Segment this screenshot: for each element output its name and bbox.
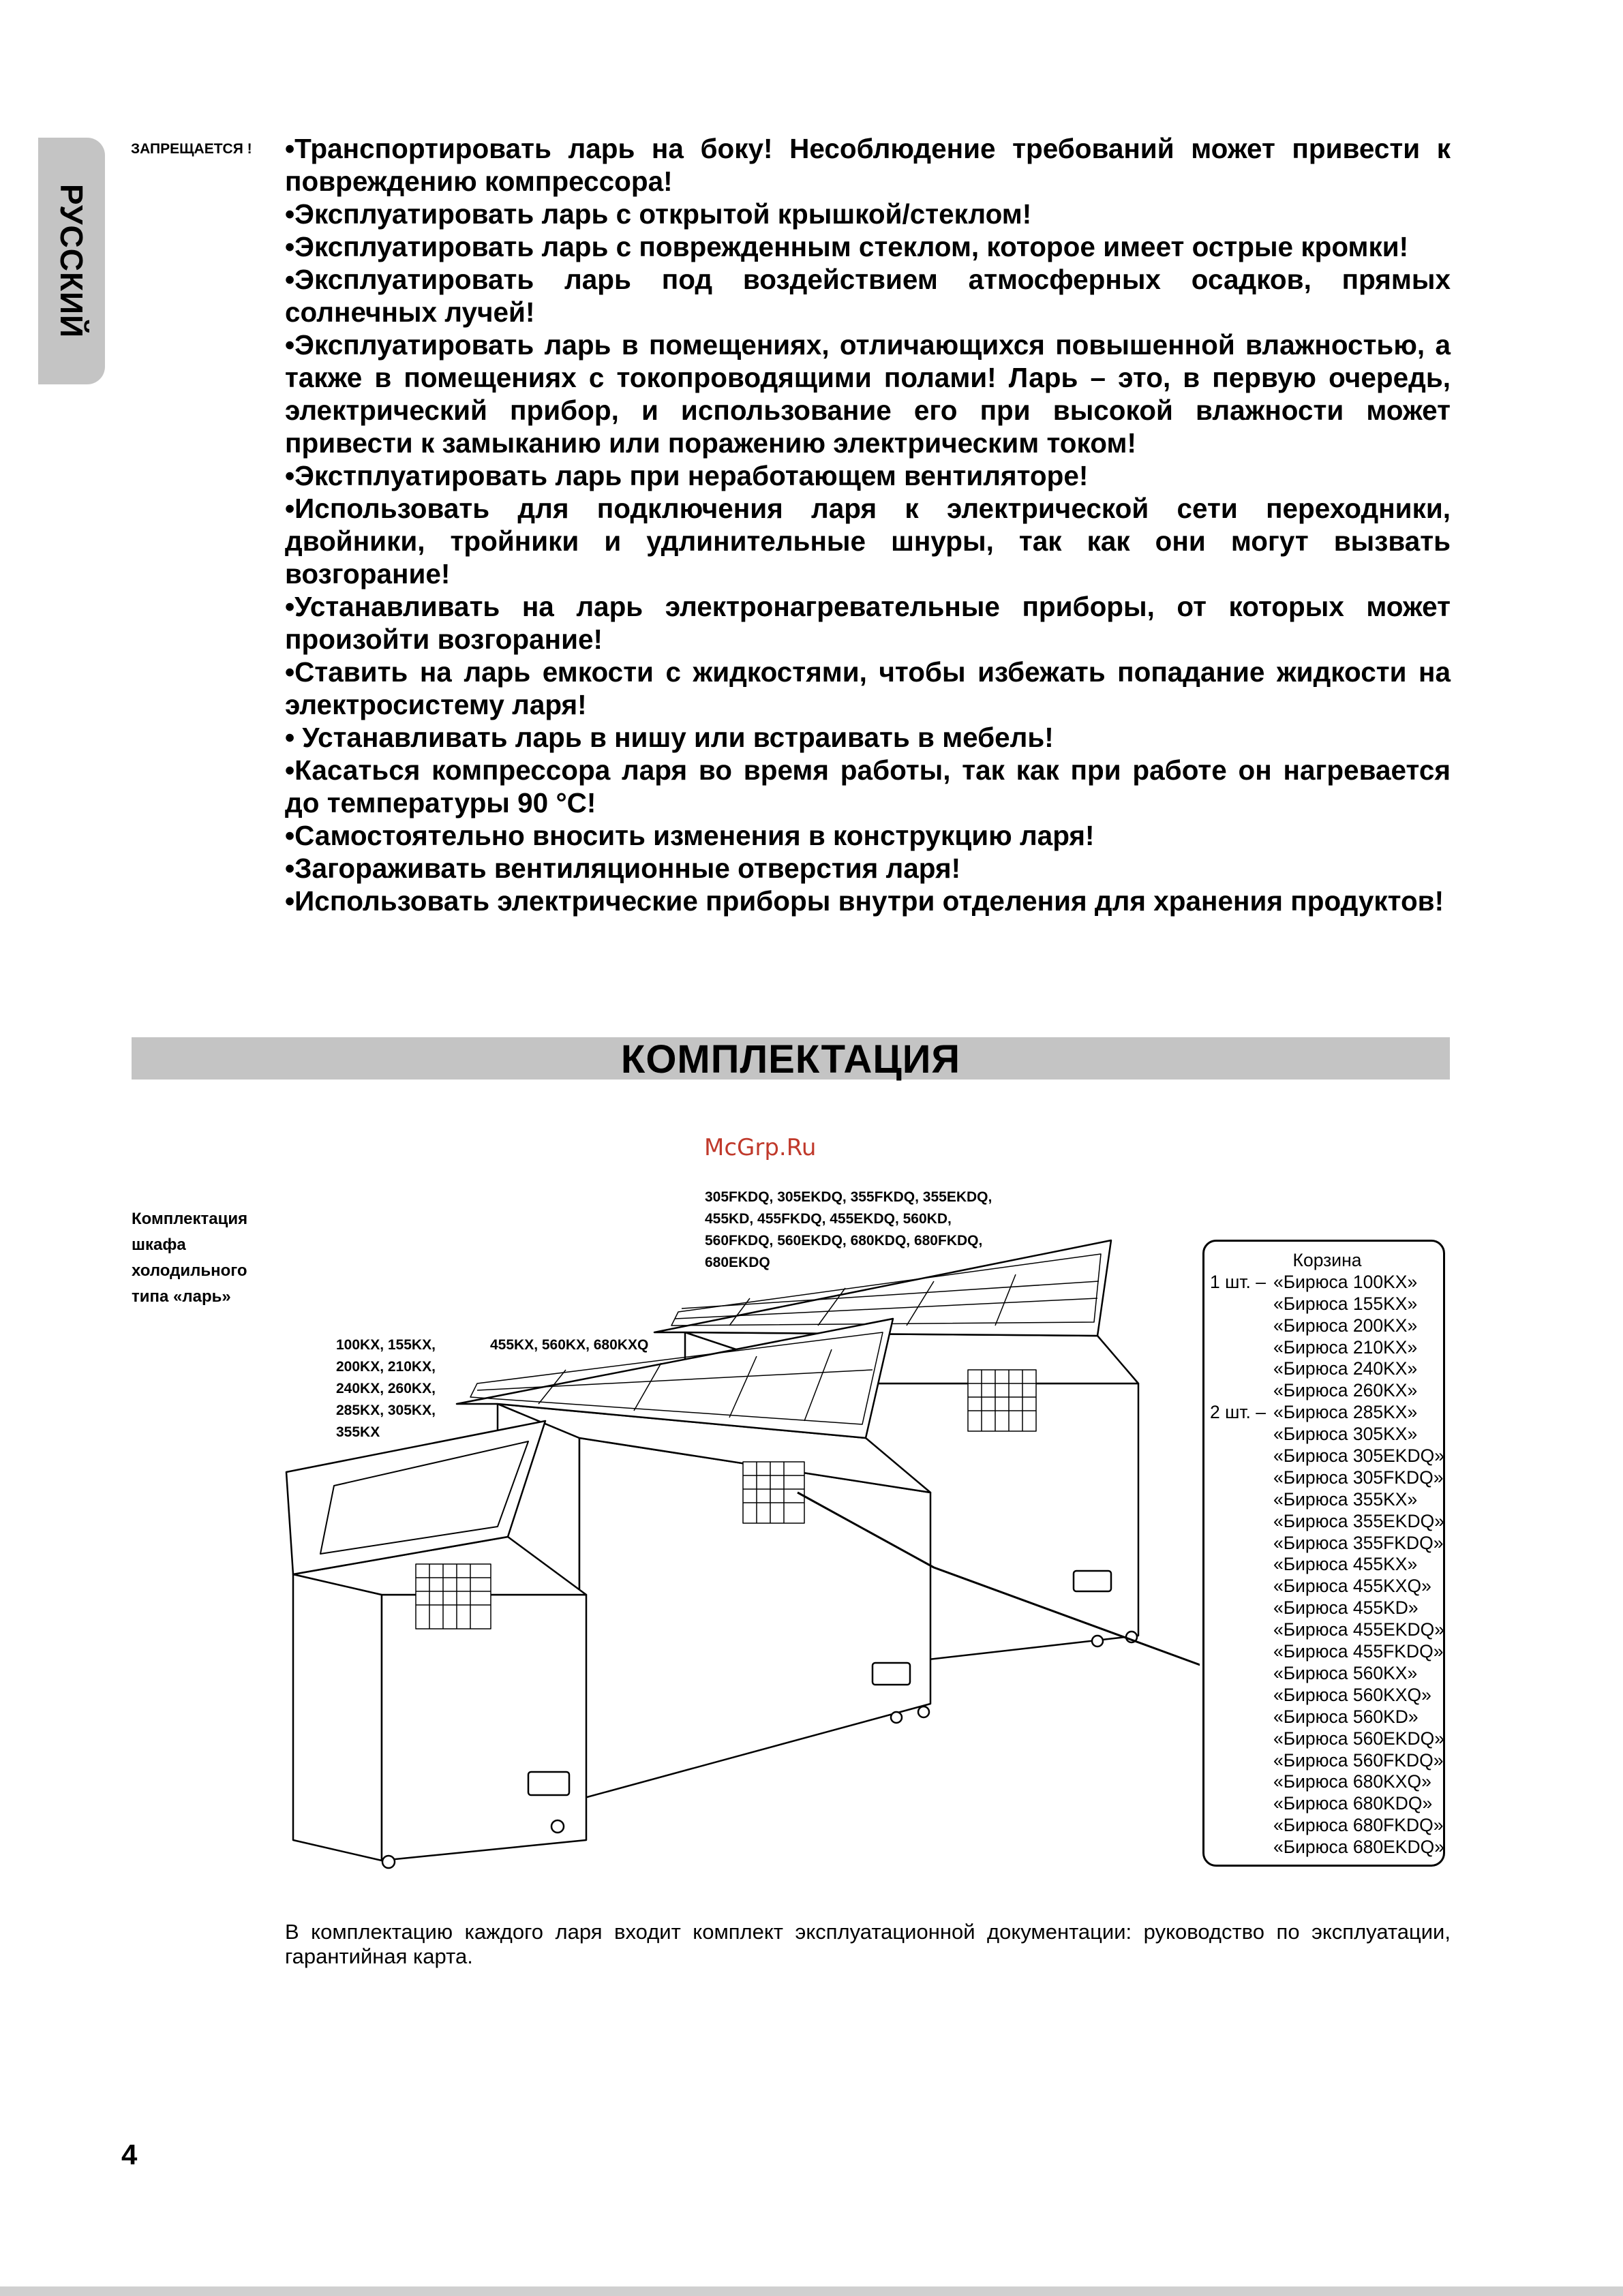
rule-item: •Эксплуатировать ларь с открытой крышкой/стеклом!: [285, 198, 1032, 230]
medium-models-label: 455KX, 560KX, 680KXQ: [490, 1337, 649, 1353]
model-line: 240KX, 260KX,: [336, 1381, 436, 1396]
page-number: 4: [121, 2139, 138, 2171]
basket-model: «Бирюса 100KX»: [1273, 1271, 1418, 1292]
large-models-label: [705, 1187, 992, 1274]
section-title: КОМПЛЕКТАЦИЯ: [620, 1037, 961, 1082]
basket-row: [1204, 1424, 1443, 1445]
basket-model: «Бирюса 560EKDQ»: [1273, 1728, 1444, 1749]
basket-row: [1204, 1793, 1443, 1815]
model-line: 100KX, 155KX,: [336, 1337, 436, 1353]
model-line: 680EKDQ: [705, 1255, 770, 1270]
basket-row: [1204, 1554, 1443, 1576]
basket-icon: [416, 1564, 491, 1629]
rule-item: •Устанавливать на ларь электронагревательные приборы, от которых может произойти возгорание!: [285, 591, 1451, 655]
basket-model: «Бирюса 560KX»: [1273, 1662, 1418, 1683]
basket-model: «Бирюса 680KXQ»: [1273, 1771, 1431, 1792]
basket-model: «Бирюса 355KX»: [1273, 1488, 1418, 1510]
model-line: 455KD, 455FKDQ, 455EKDQ, 560KD,: [705, 1211, 952, 1227]
basket-row: [1204, 1815, 1443, 1837]
model-line: 200KX, 210KX,: [336, 1359, 436, 1375]
basket-icon: [968, 1370, 1036, 1431]
model-line: 305FKDQ, 305EKDQ, 355FKDQ, 355EKDQ,: [705, 1189, 992, 1205]
basket-row: [1204, 1706, 1443, 1728]
basket-model: «Бирюса 355EKDQ»: [1273, 1510, 1444, 1531]
basket-row: [1204, 1619, 1443, 1641]
rule-item: •Экстплуатировать ларь при неработающем вентиляторе!: [285, 460, 1089, 491]
basket-row: [1204, 1750, 1443, 1772]
basket-model: «Бирюса 285KX»: [1273, 1402, 1418, 1423]
rule-item: •Ставить на ларь емкости с жидкостями, чтобы избежать попадание жидкости на электросистему ларя!: [285, 656, 1451, 720]
model-line: 355KX: [336, 1424, 380, 1440]
rule-item: •Использовать для подключения ларя к электрической сети переходники, двойники, тройники и удлинительные шнуры, так как они могут вызвать возгорание!: [285, 493, 1451, 590]
basket-model: «Бирюса 355FKDQ»: [1273, 1532, 1444, 1553]
side-caption-line: типа «ларь»: [132, 1287, 231, 1306]
basket-model: «Бирюса 455KXQ»: [1273, 1576, 1431, 1597]
side-caption-line: шкафа: [132, 1236, 186, 1254]
basket-model: «Бирюса 560FKDQ»: [1273, 1749, 1444, 1771]
language-tab-label: РУССКИЙ: [54, 183, 89, 339]
rule-item: •Загораживать вентиляционные отверстия ларя!: [285, 853, 961, 884]
footnote: В комплектацию каждого ларя входит комплект эксплуатационной документации: руководство по эксплуатации, гарантийная карта.: [285, 1920, 1451, 1968]
rule-item: •Касаться компрессора ларя во время работы, так как при работе он нагревается до температуры 90 °С!: [285, 754, 1451, 818]
control-panel-icon: [873, 1663, 910, 1685]
watermark: McGrp.Ru: [704, 1134, 817, 1161]
basket-row: [1204, 1315, 1443, 1337]
basket-row: [1204, 1294, 1443, 1315]
basket-row: [1204, 1533, 1443, 1555]
basket-model: «Бирюса 305KX»: [1273, 1424, 1418, 1445]
basket-list: [1204, 1272, 1443, 1858]
basket-title: Корзина: [1292, 1250, 1362, 1270]
basket-callout: [1202, 1240, 1445, 1867]
basket-model: «Бирюса 260KX»: [1273, 1380, 1418, 1401]
basket-model: «Бирюса 155KX»: [1273, 1293, 1418, 1314]
basket-model: «Бирюса 305FKDQ»: [1273, 1467, 1444, 1488]
basket-qty: 1 шт. –: [1210, 1271, 1266, 1292]
basket-row: [1204, 1337, 1443, 1359]
rule-item: •Транспортировать ларь на боку! Несоблюдение требований может привести к повреждению компрессора!: [285, 133, 1451, 197]
basket-row: [1204, 1445, 1443, 1467]
basket-model: «Бирюса 240KX»: [1273, 1358, 1418, 1379]
basket-row: [1204, 1771, 1443, 1793]
basket-model: «Бирюса 455EKDQ»: [1273, 1619, 1444, 1640]
basket-model: «Бирюса 210KX»: [1273, 1336, 1418, 1358]
basket-model: «Бирюса 560KXQ»: [1273, 1684, 1431, 1705]
rule-item: •Эксплуатировать ларь в помещениях, отличающихся повышенной влажностью, а также в помещениях с токопроводящими полами! Ларь – это, в первую очередь, электрический прибор, и использование его при высокой влажности может привести к замыканию или поражению электрическим током!: [285, 329, 1451, 459]
basket-model: «Бирюса 560KD»: [1273, 1706, 1419, 1727]
control-panel-icon: [1074, 1571, 1111, 1591]
small-models-label: [336, 1334, 436, 1443]
basket-row: [1204, 1663, 1443, 1685]
basket-row: [1204, 1597, 1443, 1619]
side-caption-line: Комплектация: [132, 1210, 248, 1228]
prohibitions-list: [285, 132, 1451, 917]
forbidden-label: ЗАПРЕЩАЕТСЯ !: [131, 141, 252, 157]
section-header: [132, 1037, 1450, 1080]
basket-row: [1204, 1402, 1443, 1424]
side-caption: [132, 1206, 247, 1310]
control-panel-icon: [528, 1772, 569, 1795]
basket-row: [1204, 1511, 1443, 1533]
rule-item: • Устанавливать ларь в нишу или встраивать в мебель!: [285, 722, 1054, 753]
rule-item: •Эксплуатировать ларь с поврежденным стеклом, которое имеет острые кромки!: [285, 231, 1409, 262]
basket-icon: [743, 1462, 804, 1523]
rule-item: •Использовать электрические приборы внутри отделения для хранения продуктов!: [285, 885, 1444, 917]
basket-qty: 2 шт. –: [1210, 1402, 1266, 1423]
basket-model: «Бирюса 680EKDQ»: [1273, 1837, 1444, 1858]
basket-model: «Бирюса 200KX»: [1273, 1315, 1418, 1336]
basket-model: «Бирюса 680KDQ»: [1273, 1793, 1433, 1814]
bottom-band: [0, 2286, 1623, 2296]
basket-model: «Бирюса 305EKDQ»: [1273, 1445, 1444, 1467]
model-line: 285KX, 305KX,: [336, 1403, 436, 1418]
basket-row: [1204, 1358, 1443, 1380]
basket-row: [1204, 1272, 1443, 1294]
basket-row: [1204, 1685, 1443, 1706]
basket-row: [1204, 1837, 1443, 1858]
basket-row: [1204, 1576, 1443, 1597]
rule-item: •Эксплуатировать ларь под воздействием атмосферных осадков, прямых солнечных лучей!: [285, 264, 1451, 328]
basket-row: [1204, 1467, 1443, 1489]
basket-model: «Бирюса 455FKDQ»: [1273, 1641, 1444, 1662]
language-tab: [38, 138, 105, 384]
basket-row: [1204, 1380, 1443, 1402]
model-line: 560FKDQ, 560EKDQ, 680KDQ, 680FKDQ,: [705, 1233, 983, 1249]
basket-model: «Бирюса 680FKDQ»: [1273, 1815, 1444, 1836]
basket-model: «Бирюса 455KX»: [1273, 1554, 1418, 1575]
basket-row: [1204, 1489, 1443, 1511]
freezers-illustration: [273, 1206, 1200, 1888]
rule-item: •Самостоятельно вносить изменения в конструкцию ларя!: [285, 820, 1095, 851]
basket-row: [1204, 1641, 1443, 1663]
side-caption-line: холодильного: [132, 1261, 247, 1280]
basket-model: «Бирюса 455KD»: [1273, 1597, 1419, 1619]
basket-row: [1204, 1728, 1443, 1750]
